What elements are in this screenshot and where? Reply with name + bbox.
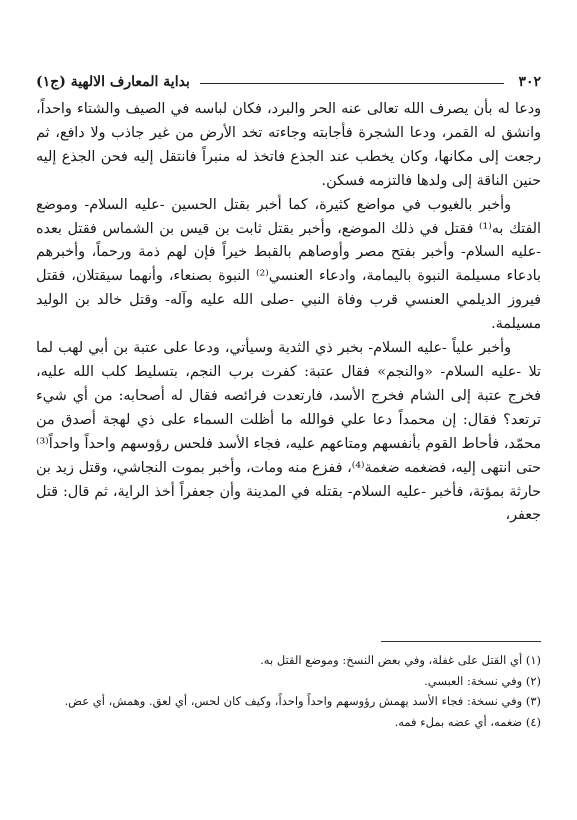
page-number: ٣٠٢ bbox=[518, 74, 541, 90]
footnote-3: (٣) وفي نسخة: فجاء الأسد يهمش رؤوسهم واحداً واحداً، وكيف كان لحس، أي لعق. وهمش، أي عض. bbox=[64, 694, 541, 708]
main-text bbox=[36, 98, 541, 528]
running-header bbox=[36, 66, 541, 90]
paragraph-3: وأخبر علياً -عليه السلام- بخبر ذي الثدية وسيأتي، ودعا على عتبة بن أبي لهب لما تلا -عليه السلام- «والنجم» فقال عتبة: كفرت برب النجم، بتسليط كلب الله عليه، فخرج عتبة إلى الشام فخرج الأسد، فارتعدت فرائصه فقال له أصحابه: من أي شيء ترتعد؟ فقال: إن محمداً دعا علي فوالله ما أظلت السماء على ذي لهجة أصدق من محمّد، فأحاط القوم بأنفسهم ومتاعهم عليه، فجاء الأسد فلحس رؤوسهم واحداً واحداً⁽³⁾ حتى انتهى إليه، فضغمه ضغمة⁽⁴⁾، ففزع منه ومات، وأخبر بموت النجاشي، وقتل زيد بن حارثة بمؤتة، فأخبر -عليه السلام- بقتله في المدينة وأن جعفراً أخذ الراية، ثم قال: قتل جعفر، bbox=[36, 340, 542, 524]
footnote-4: (٤) ضغمه، أي عضه بملء فمه. bbox=[394, 714, 541, 729]
footnotes bbox=[36, 650, 541, 732]
footnote-separator bbox=[381, 641, 541, 642]
running-title: بداية المعارف الالهية (ج١) bbox=[36, 74, 190, 90]
footnote-2: (٢) وفي نسخة: العبسي. bbox=[424, 673, 541, 688]
paragraph-1: ودعا له بأن يصرف الله تعالى عنه الحر والبرد، فكان لباسه في الصيف والشتاء واحداً، وانشق له القمر، ودعا الشجرة فأجابته وجاءته تخد الأرض من غير جاذب ولا دافع، ثم رجعت إلى مكانها، وكان يخطب عند الجذع فاتخذ له منبراً فانتقل إليه فحن الجذع إليه حنين الناقة إلى ولدها فالتزمه فسكن. bbox=[36, 101, 541, 189]
paragraph-2: وأخبر بالغيوب في مواضع كثيرة، كما أخبر بقتل الحسين -عليه السلام- وموضع الفتك به⁽¹⁾ فقتل في ذلك الموضع، وأخبر بقتل ثابت بن قيس بن الشماس فقتل بعده -عليه السلام- وأخبر بفتح مصر وأوصاهم بالقبط خيراً فإن لهم ذمة ورحماً، وأخبرهم بادعاء مسيلمة النبوة باليمامة، وادعاء العنسي⁽²⁾ النبوة بصنعاء، وأنهما سيقتلان، فقتل فيروز الديلمي العنسي قرب وفاة النبي -صلى الله عليه وآله- وقتل خالد بن الوليد مسيلمة. bbox=[36, 196, 542, 333]
header-rule bbox=[200, 83, 505, 84]
footnote-1: (١) أي القتل على غفلة، وفي بعض النسخ: وموضع القتل به. bbox=[260, 653, 541, 667]
